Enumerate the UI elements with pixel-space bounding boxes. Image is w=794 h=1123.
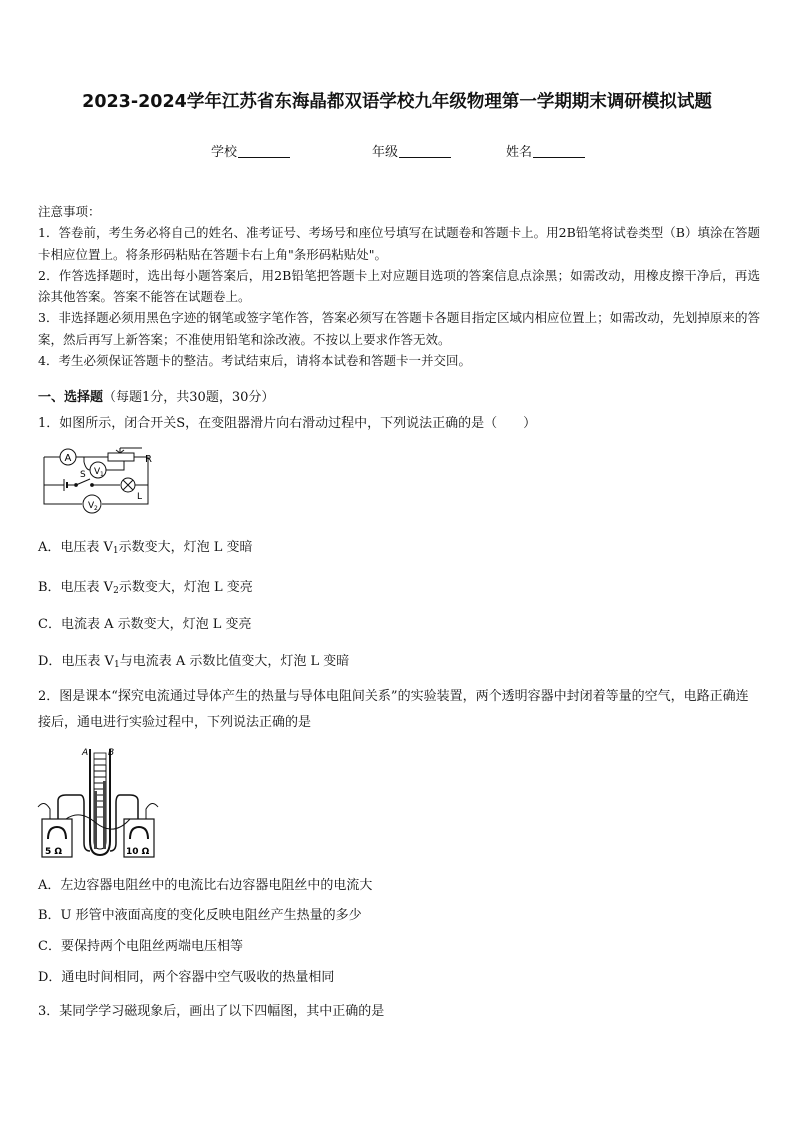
tube-a-label: A bbox=[82, 748, 89, 758]
question-3-stem: 3．某同学学习磁现象后，画出了以下四幅图，其中正确的是 bbox=[38, 1004, 385, 1019]
voltmeter-2-sub: 2 bbox=[94, 505, 98, 512]
question-2-apparatus-diagram bbox=[36, 745, 160, 863]
grade-label: 年级 bbox=[372, 145, 399, 160]
question-1-option-b[interactable] bbox=[38, 576, 253, 596]
question-1-option-d[interactable] bbox=[38, 650, 349, 670]
question-1-circuit-diagram bbox=[36, 444, 166, 514]
rheostat-icon bbox=[108, 453, 134, 461]
section-title: 一、选择题 bbox=[38, 390, 104, 405]
school-label: 学校 bbox=[211, 145, 238, 160]
option-text: 示数变大，灯泡 L 变暗 bbox=[118, 540, 253, 555]
ammeter-label: A bbox=[64, 453, 72, 464]
right-resistor-label: 10 Ω bbox=[126, 847, 150, 857]
question-1-option-a[interactable] bbox=[38, 536, 253, 556]
question-2-stem: 2．图是课本“探究电流通过导体产生的热量与导体电阻间关系”的实验装置，两个透明容器中封闭着等量的空气，电路正确连接后，通电进行实验过程中，下列说法正确的是 bbox=[38, 689, 749, 730]
question-2-option-b[interactable]: B．U 形管中液面高度的变化反映电阻丝产生热量的多少 bbox=[38, 908, 362, 923]
lamp-label: L bbox=[137, 492, 143, 502]
option-text: C．电流表 A 示数变大，灯泡 L 变亮 bbox=[38, 617, 252, 632]
name-field[interactable] bbox=[506, 141, 585, 160]
name-blank[interactable] bbox=[533, 144, 585, 158]
section-detail: （每题1分，共30题，30分） bbox=[103, 390, 275, 405]
notes-block bbox=[38, 201, 760, 371]
rheostat-label: R bbox=[145, 454, 152, 465]
option-text: D．电压表 V bbox=[38, 654, 114, 669]
note-item-4: 4．考生必须保证答题卡的整洁。考试结束后，请将本试卷和答题卡一并交回。 bbox=[38, 353, 471, 369]
question-2-option-a[interactable]: A．左边容器电阻丝中的电流比右边容器电阻丝中的电流大 bbox=[38, 878, 373, 893]
question-1-option-c[interactable] bbox=[38, 613, 252, 632]
option-text: 示数变大，灯泡 L 变亮 bbox=[118, 580, 253, 595]
question-2-option-c[interactable]: C．要保持两个电阻丝两端电压相等 bbox=[38, 939, 243, 954]
grade-field[interactable] bbox=[372, 141, 451, 160]
page-title: 2023-2024学年江苏省东海晶都双语学校九年级物理第一学期期末调研模拟试题 bbox=[82, 92, 712, 112]
question-1-stem: 1．如图所示，闭合开关S，在变阻器滑片向右滑动过程中，下列说法正确的是（ ） bbox=[38, 416, 537, 431]
option-text: B．电压表 V bbox=[38, 580, 114, 595]
notes-heading: 注意事项： bbox=[38, 204, 101, 219]
school-field[interactable] bbox=[211, 141, 290, 160]
note-item-1: 1．答卷前，考生务必将自己的姓名、准考证号、考场号和座位号填写在试题卷和答题卡上。用2B铅笔将试卷类型（B）填涂在答题卡相应位置上。将条形码粘贴在答题卡右上角"条形码粘贴处"。 bbox=[38, 225, 760, 262]
switch-label: S bbox=[80, 470, 86, 480]
student-info-row bbox=[0, 141, 794, 161]
option-subscript: 1 bbox=[113, 660, 120, 670]
voltmeter-2-label: V bbox=[88, 501, 95, 511]
school-blank[interactable] bbox=[238, 144, 290, 158]
left-resistor-label: 5 Ω bbox=[45, 847, 63, 857]
question-2-option-d[interactable]: D．通电时间相同，两个容器中空气吸收的热量相同 bbox=[38, 970, 335, 985]
name-label: 姓名 bbox=[506, 145, 533, 160]
voltmeter-1-label: V bbox=[94, 467, 101, 477]
tube-b-label: B bbox=[108, 748, 115, 758]
grade-blank[interactable] bbox=[399, 144, 451, 158]
option-text: A．电压表 V bbox=[38, 540, 113, 555]
option-subscript: 2 bbox=[113, 586, 119, 596]
option-text: 与电流表 A 示数比值变大，灯泡 L 变暗 bbox=[119, 654, 350, 669]
note-item-3: 3．非选择题必须用黑色字迹的钢笔或签字笔作答，答案必须写在答题卡各题目指定区域内相应位置上；如需改动，先划掉原来的答案，然后再写上新答案；不准使用铅笔和涂改液。不按以上要求作答无效。 bbox=[38, 310, 760, 347]
option-subscript: 1 bbox=[112, 546, 119, 556]
note-item-2: 2．作答选择题时，选出每小题答案后，用2B铅笔把答题卡上对应题目选项的答案信息点涂黑；如需改动，用橡皮擦干净后，再选涂其他答案。答案不能答在试题卷上。 bbox=[38, 267, 760, 305]
voltmeter-1-sub: 1 bbox=[100, 471, 104, 478]
section-heading bbox=[38, 386, 274, 405]
